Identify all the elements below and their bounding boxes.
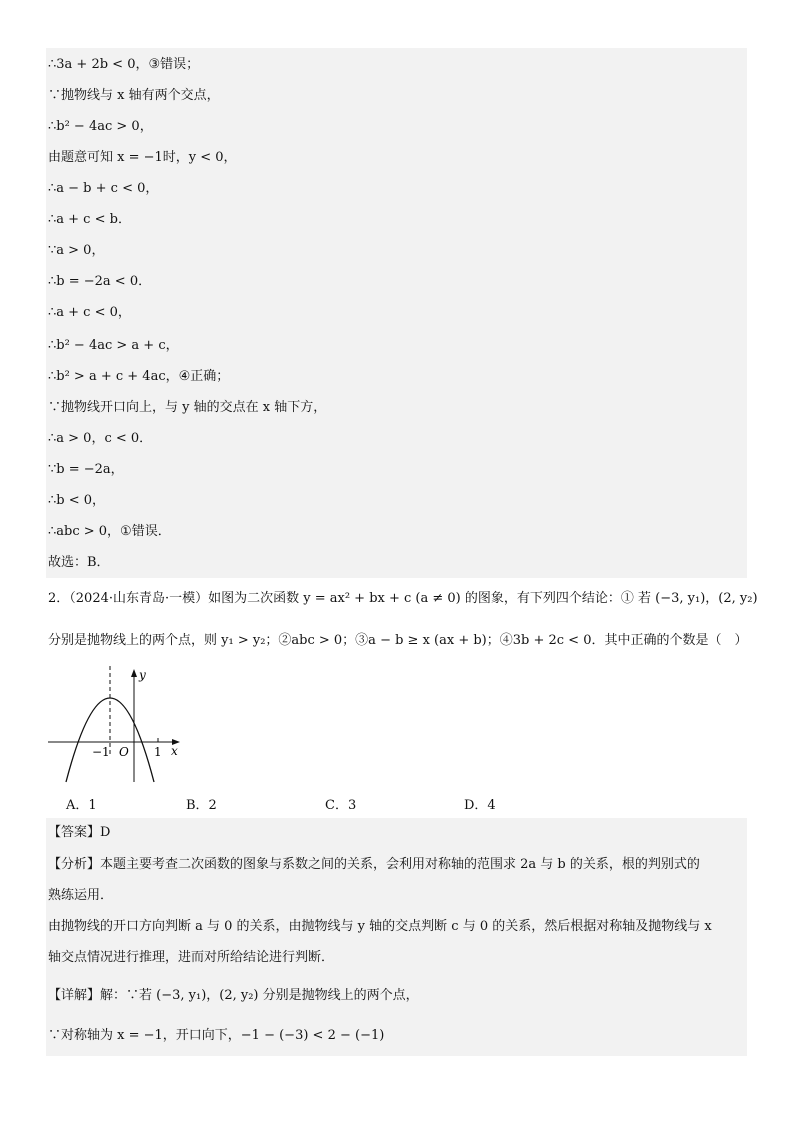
choice-c[interactable]: C．3	[325, 798, 357, 813]
y-axis-arrow-icon	[131, 669, 137, 677]
choice-a[interactable]: A．1	[66, 798, 97, 813]
solution-line: ∵b = −2a，	[48, 462, 124, 477]
origin-label: O	[119, 745, 129, 759]
answer-line: 【答案】D	[48, 825, 111, 840]
solution-line: 由题意可知 x = −1时，y < 0，	[48, 150, 237, 165]
analysis-shade	[46, 818, 747, 1056]
solution-line: ∴b = −2a < 0．	[48, 274, 152, 289]
detail-line: 【详解】解：∵若 (−3, y₁)，(2, y₂) 分别是抛物线上的两个点，	[48, 988, 419, 1003]
analysis-line: 由抛物线的开口方向判断 a 与 0 的关系，由抛物线与 y 轴的交点判断 c 与 0 的关系，然后根据对称轴及抛物线与 x	[48, 919, 712, 934]
solution-line: ∵a > 0，	[48, 243, 105, 258]
solution-line: ∴3a + 2b < 0，③错误；	[48, 57, 200, 72]
solution-line: ∴a + c < 0，	[48, 305, 131, 320]
x-axis-label: x	[171, 744, 178, 758]
parabola-graph	[44, 664, 194, 784]
solution-line: ∵抛物线开口向上，与 y 轴的交点在 x 轴下方，	[48, 400, 327, 415]
solution-line: 故选：B．	[48, 555, 110, 570]
solution-line: ∴a > 0，c < 0．	[48, 431, 153, 446]
y-axis-label: y	[139, 668, 146, 682]
solution-line: ∴b² − 4ac > a + c，	[48, 338, 179, 353]
detail-line: ∵对称轴为 x = −1，开口向下，−1 − (−3) < 2 − (−1)	[48, 1028, 385, 1043]
analysis-line: 【分析】本题主要考查二次函数的图象与系数之间的关系，会利用对称轴的范围求 2a 与 b 的关系，根的判别式的	[48, 857, 700, 872]
solution-line: ∴a + c < b．	[48, 212, 131, 227]
solution-line: ∴a − b + c < 0，	[48, 181, 159, 196]
analysis-line: 熟练运用．	[48, 888, 114, 903]
tick-label-1: 1	[154, 745, 162, 759]
question-line-2: 分别是抛物线上的两个点，则 y₁ > y₂；②abc > 0；③a − b ≥ x (ax + b)；④3b + 2c < 0．其中正确的个数是（ ）	[48, 633, 748, 648]
solution-line: ∴b < 0，	[48, 493, 106, 508]
solution-line: ∴abc > 0，①错误．	[48, 524, 171, 539]
question-line-1: 2．（2024·山东青岛·一模）如图为二次函数 y = ax² + bx + c (a ≠ 0) 的图象，有下列四个结论：① 若 (−3, y₁)，(2, y₂)	[48, 591, 758, 606]
solution-line: ∵抛物线与 x 轴有两个交点，	[48, 88, 220, 103]
solution-line: ∴b² > a + c + 4ac，④正确；	[48, 369, 230, 384]
solution-line: ∴b² − 4ac > 0，	[48, 119, 153, 134]
choice-b[interactable]: B．2	[186, 798, 217, 813]
analysis-line: 轴交点情况进行推理，进而对所给结论进行判断．	[48, 950, 335, 965]
tick-label-neg1: −1	[92, 745, 110, 759]
choice-d[interactable]: D．4	[464, 798, 496, 813]
